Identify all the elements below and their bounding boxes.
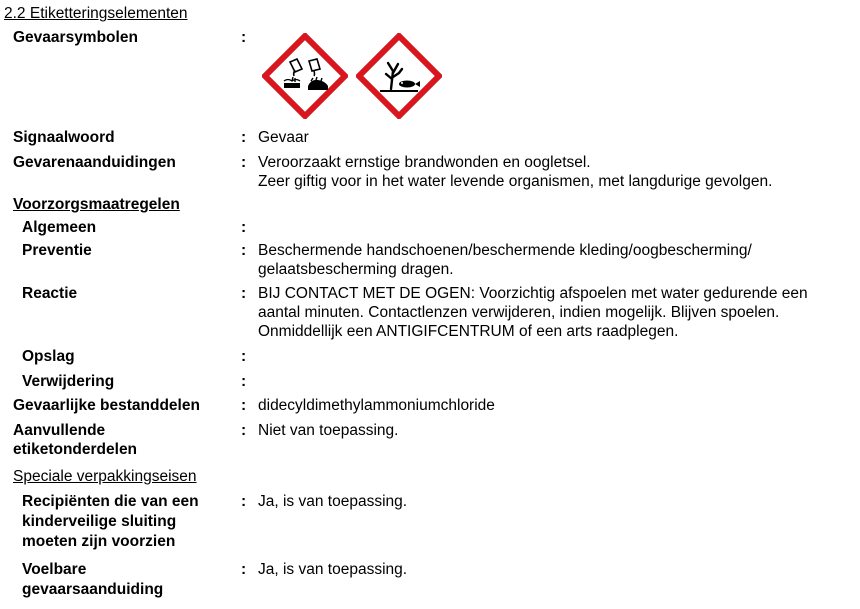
section-title: 2.2 Etiketteringselementen xyxy=(4,5,188,22)
child-resistant-value: Ja, is van toepassing. xyxy=(258,493,408,510)
prevention-line: gelaatsbescherming dragen. xyxy=(258,261,454,278)
signal-word-label: Signaalwoord xyxy=(13,129,115,146)
general-label: Algemeen xyxy=(22,219,97,236)
additional-label-line: etiketonderdelen xyxy=(13,441,138,458)
colon: : xyxy=(241,348,247,365)
colon: : xyxy=(241,373,247,390)
signal-word-value: Gevaar xyxy=(258,129,309,146)
colon: : xyxy=(241,242,247,259)
response-label: Reactie xyxy=(22,285,78,302)
colon: : xyxy=(241,561,247,578)
colon: : xyxy=(241,154,247,171)
child-resistant-label-line: Recipiënten die van een xyxy=(22,493,199,510)
colon: : xyxy=(241,129,247,146)
colon: : xyxy=(241,397,247,414)
environment-ghs09-icon xyxy=(356,33,442,124)
colon: : xyxy=(241,29,247,46)
hazard-statements-label: Gevarenaanduidingen xyxy=(13,154,176,171)
tactile-warning-label-line: gevaarsaanduiding xyxy=(22,581,164,598)
tactile-warning-label-line: Voelbare xyxy=(22,561,87,578)
storage-label: Opslag xyxy=(22,348,75,365)
hazard-symbols-label: Gevaarsymbolen xyxy=(13,29,138,46)
corrosion-ghs05-icon xyxy=(262,33,348,124)
packaging-heading: Speciale verpakkingseisen xyxy=(13,468,197,485)
colon: : xyxy=(241,219,247,236)
response-line: Onmiddellijk een ANTIGIFCENTRUM of een arts raadplegen. xyxy=(258,323,679,340)
disposal-label: Verwijdering xyxy=(22,373,115,390)
hazard-statement-line: Zeer giftig voor in het water levende organismen, met langdurige gevolgen. xyxy=(258,173,773,190)
colon: : xyxy=(241,422,247,439)
hazard-statement-line: Veroorzaakt ernstige brandwonden en oogletsel. xyxy=(258,154,591,171)
tactile-warning-value: Ja, is van toepassing. xyxy=(258,561,408,578)
colon: : xyxy=(241,285,247,302)
precautionary-heading: Voorzorgsmaatregelen xyxy=(13,196,180,213)
additional-label-value: Niet van toepassing. xyxy=(258,422,399,439)
additional-label-line: Aanvullende xyxy=(13,422,106,439)
child-resistant-label-line: kinderveilige sluiting xyxy=(22,513,177,530)
colon: : xyxy=(241,493,247,510)
hazardous-components-value: didecyldimethylammoniumchloride xyxy=(258,397,495,414)
hazardous-components-label: Gevaarlijke bestanddelen xyxy=(13,397,200,414)
child-resistant-label-line: moeten zijn voorzien xyxy=(22,533,176,550)
prevention-line: Beschermende handschoenen/beschermende kleding/oogbescherming/ xyxy=(258,242,752,259)
prevention-label: Preventie xyxy=(22,242,92,259)
response-line: aantal minuten. Contactlenzen verwijderen, indien mogelijk. Blijven spoelen. xyxy=(258,304,780,321)
response-line: BIJ CONTACT MET DE OGEN: Voorzichtig afspoelen met water gedurende een xyxy=(258,285,808,302)
